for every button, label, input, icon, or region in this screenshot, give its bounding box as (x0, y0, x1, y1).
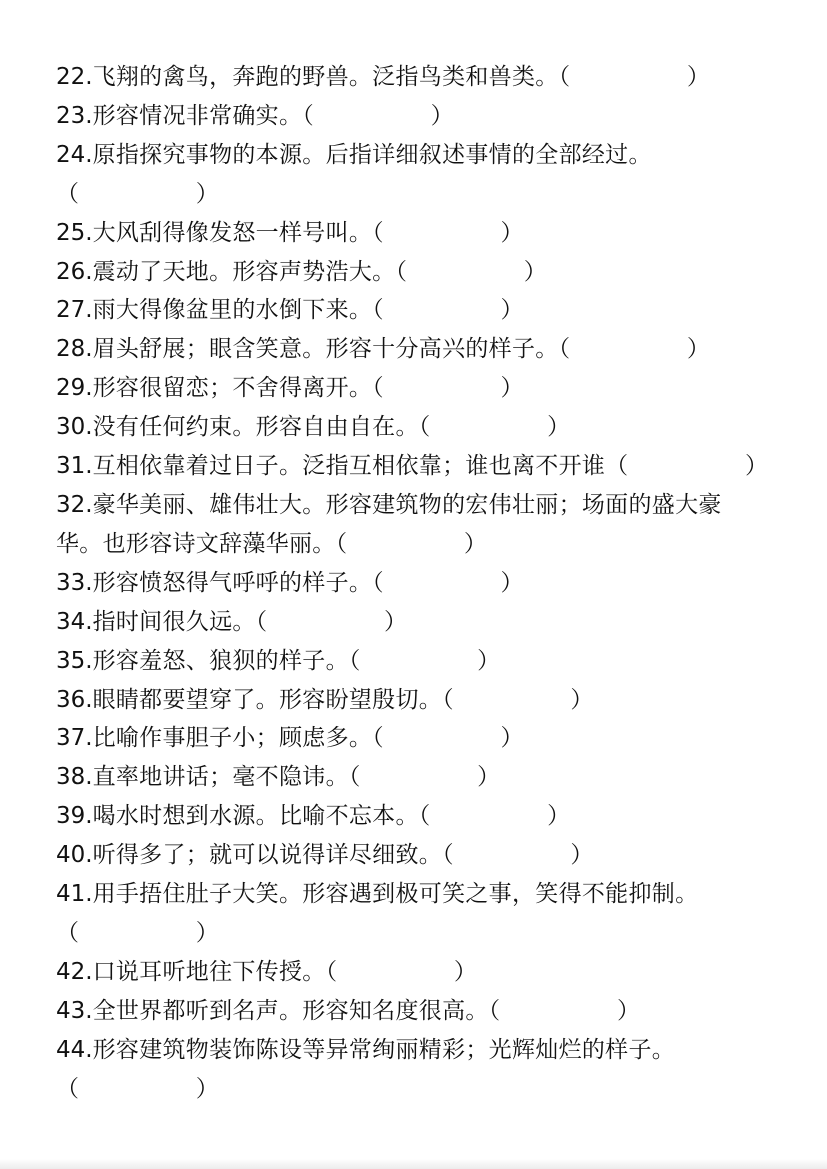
item-text: 互相依靠着过日子。泛指互相依靠；谁也离不开谁（ ） (92, 453, 769, 480)
list-item (56, 486, 796, 564)
list-item (56, 719, 796, 758)
list-item (56, 369, 796, 408)
item-text: 用手捂住肚子大笑。形容遇到极可笑之事，笑得不能抑制。 （ ） (56, 881, 699, 946)
item-text: 直率地讲话；毫不隐讳。（ ） (92, 764, 501, 791)
list-item (56, 58, 796, 97)
list-item (56, 953, 796, 992)
list-item (56, 992, 796, 1031)
item-text: 听得多了；就可以说得详尽细致。（ ） (92, 842, 594, 869)
item-number: 23. (56, 102, 93, 129)
item-number: 43. (56, 997, 93, 1024)
item-text: 形容情况非常确实。（ ） (92, 102, 454, 129)
list-item (56, 136, 796, 214)
item-number: 42. (56, 958, 93, 985)
item-text: 全世界都听到名声。形容知名度很高。（ ） (92, 997, 641, 1024)
item-number: 34. (56, 608, 93, 635)
item-number: 44. (56, 1036, 93, 1063)
item-text: 形容愤怒得气呼呼的样子。（ ） (92, 569, 524, 596)
item-text: 眉头舒展；眼含笑意。形容十分高兴的样子。（ ） (92, 336, 711, 363)
item-number: 39. (56, 803, 93, 830)
item-text: 震动了天地。形容声势浩大。（ ） (92, 258, 548, 285)
list-item (56, 875, 796, 953)
list-item (56, 836, 796, 875)
list-item (56, 408, 796, 447)
item-text: 形容建筑物装饰陈设等异常绚丽精彩；光辉灿烂的样子。 （ ） (56, 1036, 676, 1102)
item-number: 30. (56, 414, 93, 441)
item-text: 大风刮得像发怒一样号叫。（ ） (92, 219, 524, 246)
item-number: 32. (56, 491, 93, 518)
list-item (56, 642, 796, 681)
item-number: 40. (56, 842, 93, 869)
item-text: 没有任何约束。形容自由自在。（ ） (92, 414, 571, 441)
item-number: 37. (56, 725, 93, 752)
list-item (56, 214, 796, 253)
item-number: 26. (56, 258, 93, 285)
item-number: 33. (56, 569, 93, 596)
item-number: 24. (56, 141, 93, 168)
list-item (56, 681, 796, 720)
item-number: 29. (56, 375, 93, 402)
item-number: 28. (56, 336, 93, 363)
list-item (56, 797, 796, 836)
list-item (56, 758, 796, 797)
list-item (56, 291, 796, 330)
item-number: 31. (56, 453, 93, 480)
item-text: 指时间很久远。（ ） (92, 608, 408, 635)
item-number: 38. (56, 764, 93, 791)
list-item (56, 330, 796, 369)
item-number: 25. (56, 219, 93, 246)
item-text: 形容很留恋；不舍得离开。（ ） (92, 375, 524, 402)
item-number: 36. (56, 686, 93, 713)
item-text: 雨大得像盆里的水倒下来。（ ） (92, 297, 524, 324)
item-text: 喝水时想到水源。比喻不忘本。（ ） (92, 803, 571, 830)
item-text: 飞翔的禽鸟，奔跑的野兽。泛指鸟类和兽类。（ ） (92, 64, 711, 90)
item-text: 眼睛都要望穿了。形容盼望殷切。（ ） (92, 686, 594, 713)
item-number: 41. (56, 881, 93, 908)
list-item (56, 97, 796, 136)
item-number: 27. (56, 297, 93, 324)
item-number: 22. (56, 64, 93, 90)
item-text: 比喻作事胆子小；顾虑多。（ ） (92, 725, 524, 752)
item-text: 口说耳听地往下传授。（ ） (92, 958, 478, 985)
list-item (56, 253, 796, 292)
item-text: 原指探究事物的本源。后指详细叙述事情的全部经过。 （ ） (56, 141, 652, 207)
item-text: 豪华美丽、雄伟壮大。形容建筑物的宏伟壮丽；场面的盛大豪 华。也形容诗文辞藻华丽。（ ） (56, 491, 722, 557)
item-text: 形容羞怒、狼狈的样子。（ ） (92, 647, 501, 674)
idiom-definition-list (56, 58, 796, 1108)
list-item (56, 603, 796, 642)
list-item (56, 1031, 796, 1109)
item-number: 35. (56, 647, 93, 674)
list-item (56, 447, 796, 486)
page-bottom-edge (0, 1159, 827, 1169)
list-item (56, 564, 796, 603)
